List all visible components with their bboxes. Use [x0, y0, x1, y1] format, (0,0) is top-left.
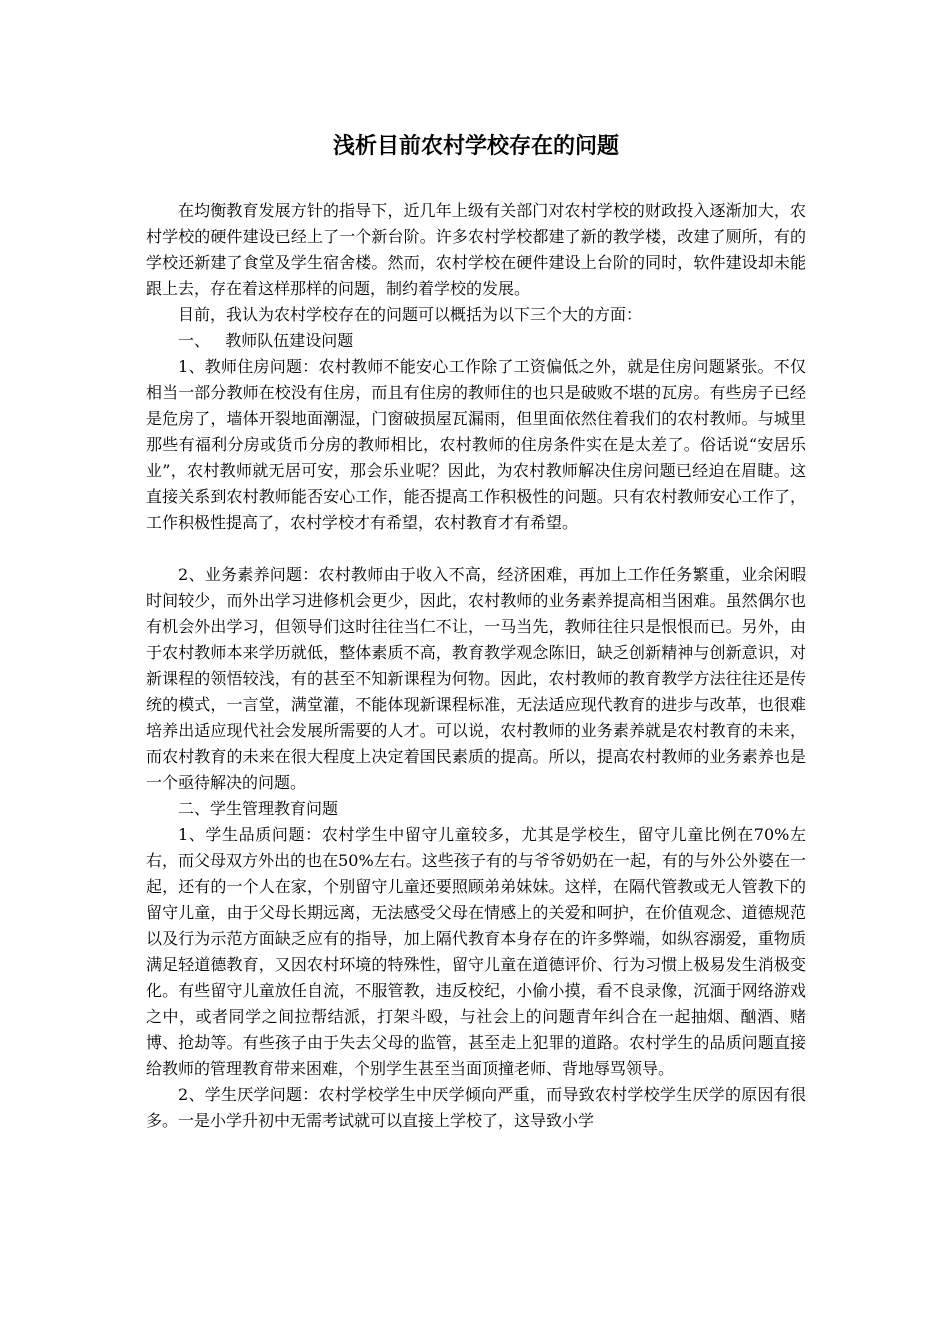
- paragraph-student-aversion: 2、学生厌学问题：农村学校学生中厌学倾向严重，而导致农村学校学生厌学的原因有很多。一是小学升初中无需考试就可以直接上学校了，这导致小学: [146, 1085, 806, 1130]
- paragraph-teacher-housing: 1、教师住房问题：农村教师不能安心工作除了工资偏低之外，就是住房问题紧张。不仅相当一部分教师在校没有住房，而且有住房的教师住的也只是破败不堪的瓦房。有些房子已经是危房了，墙体开裂地面潮湿，门窗破损屋瓦漏雨，但里面依然住着我们的农村教师。与城里那些有福利分房或货币分房的教师相比，农村教师的住房条件实在是太差了。俗话说“安居乐业”，农村教师就无居可安，那会乐业呢？因此，为农村教师解决住房问题已经迫在眉睫。这直接关系到农村教师能否安心工作，能否提高工作积极性的问题。只有农村教师安心工作了，工作积极性提高了，农村学校才有希望，农村教育才有希望。: [146, 357, 806, 532]
- section-heading-students: 二、学生管理教育问题: [178, 799, 339, 818]
- intro-paragraph: 在均衡教育发展方针的指导下，近几年上级有关部门对农村学校的财政投入逐渐加大，农村学校的硬件建设已经上了一个新台阶。许多农村学校都建了新的教学楼，改建了厕所，有的学校还新建了食堂及学生宿舍楼。然而，农村学校在硬件建设上台阶的同时，软件建设却未能跟上去，存在着这样那样的问题，制约着学校的发展。: [146, 201, 806, 298]
- section-heading-teachers: 一、 教师队伍建设问题: [178, 331, 354, 350]
- overview-paragraph: 目前，我认为农村学校存在的问题可以概括为以下三个大的方面：: [178, 305, 643, 324]
- paragraph-gap: [146, 536, 806, 562]
- document-page: [146, 132, 806, 1134]
- paragraph-student-character: 1、学生品质问题：农村学生中留守儿童较多，尤其是学校生，留守儿童比例在70%左右，而父母双方外出的也在50%左右。这些孩子有的与爷爷奶奶在一起，有的与外公外婆在一起，还有的一个人在家，个别留守儿童还要照顾弟弟妹妹。这样，在隔代管教或无人管教下的留守儿童，由于父母长期远离，无法感受父母在情感上的关爱和呵护，在价值观念、道德规范以及行为示范方面缺乏应有的指导，加上隔代教育本身存在的许多弊端，如纵容溺爱，重物质满足轻道德教育，又因农村环境的特殊性，留守儿童在道德评价、行为习惯上极易发生消极变化。有些留守儿童放任自流，不服管教，违反校纪，小偷小摸，看不良录像，沉湎于网络游戏之中，或者同学之间拉帮结派，打架斗殴，与社会上的问题青年纠合在一起抽烟、酗酒、赌博、抢劫等。有些孩子由于失去父母的监管，甚至走上犯罪的道路。农村学生的品质问题直接给教师的管理教育带来困难，个别学生甚至当面顶撞老师、背地辱骂领导。: [146, 825, 806, 1078]
- paragraph-teacher-skills: 2、业务素养问题：农村教师由于收入不高，经济困难，再加上工作任务繁重，业余闲暇时间较少，而外出学习进修机会更少，因此，农村教师的业务素养提高相当困难。虽然偶尔也有机会外出学习，但领导们这时往往当仁不让，一马当先，教师往往只是恨恨而已。另外，由于农村教师本来学历就低，整体素质不高，教育教学观念陈旧，缺乏创新精神与创新意识，对新课程的领悟较浅，有的甚至不知新课程为何物。因此，农村教师的教育教学方法往往还是传统的模式，一言堂，满堂灌，不能体现新课程标准，无法适应现代教育的进步与改革，也很难培养出适应现代社会发展所需要的人才。可以说，农村教师的业务素养就是农村教育的未来，而农村教育的未来在很大程度上决定着国民素质的提高。所以，提高农村教师的业务素养也是一个亟待解决的问题。: [146, 565, 806, 792]
- document-title: 浅析目前农村学校存在的问题: [332, 134, 619, 159]
